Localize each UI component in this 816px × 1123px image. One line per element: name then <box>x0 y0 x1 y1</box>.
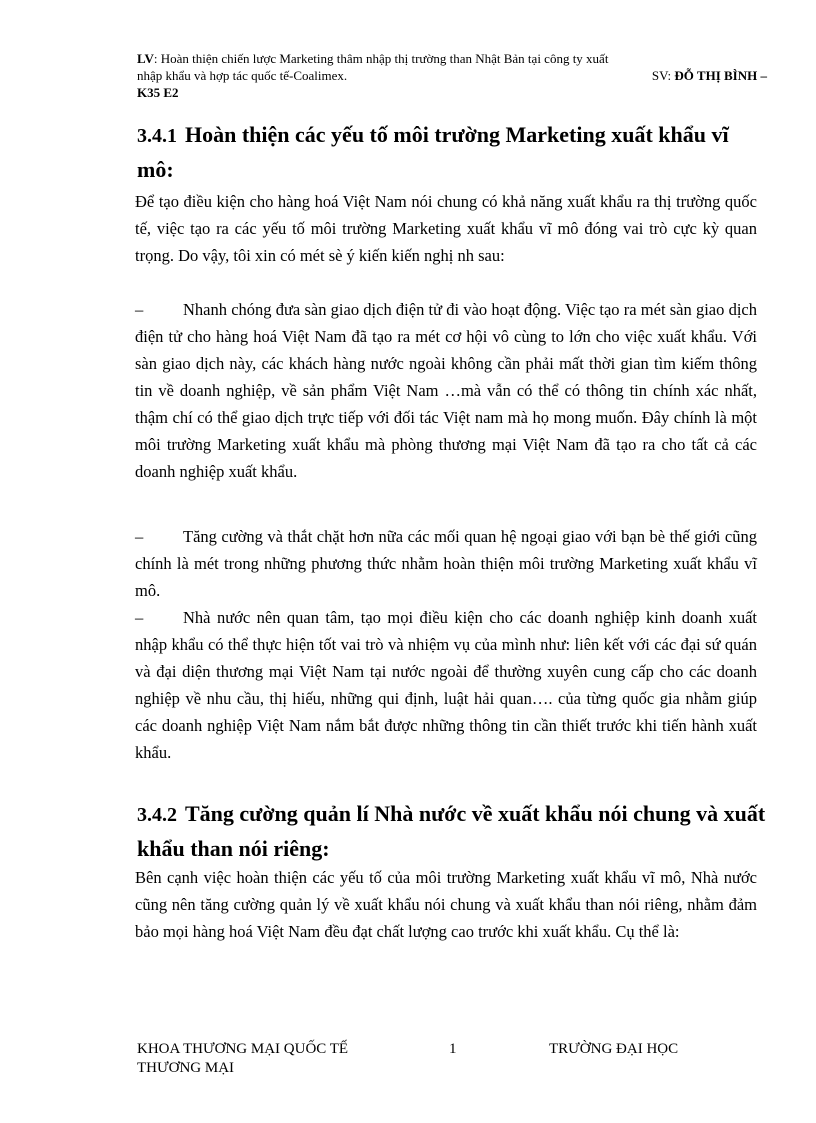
footer-right: TRƯỜNG ĐẠI HỌC <box>549 1041 679 1057</box>
bullet-paragraph <box>135 523 757 604</box>
bullet-paragraph <box>135 604 757 766</box>
section-number: 3.4.1 <box>137 125 177 147</box>
header-lv: LV <box>137 51 154 66</box>
paragraph-section-2: Bên cạnh việc hoàn thiện các yếu tố của môi trường Marketing xuất khẩu vĩ mô, Nhà nước cũng nên tăng cường quản lý về xuất khẩu nói chung và xuất khẩu than nói riêng, nhằm đảm bảo mọi hàng hoá Việt Nam đều đạt chất lượng cao trước khi xuất khẩu. Cụ thể là: <box>135 868 757 941</box>
bullet-text: Tăng cường và thắt chặt hơn nữa các mối quan hệ ngoại giao với bạn bè thế giới cũng chính là mét trong những phương thức nhằm hoàn thiện môi trường Marketing xuất khẩu vĩ mô. <box>135 527 757 600</box>
paragraph-intro: Để tạo điều kiện cho hàng hoá Việt Nam nói chung có khả năng xuất khẩu ra thị trường quốc tế, việc tạo ra các yếu tố môi trường Marketing xuất khẩu vĩ mô đóng vai trò cực kỳ quan trọng. Do vậy, tôi xin có mét sè ý kiến kiến nghị nh sau: <box>135 192 757 265</box>
bullet-dash: – <box>135 527 144 546</box>
bullet-text: Nhanh chóng đưa sàn giao dịch điện tử đi vào hoạt động. Việc tạo ra mét sàn giao dịch điện tử cho hàng hoá Việt Nam đã tạo ra mét cơ hội vô cùng to lớn cho việc xuất khẩu. Với sàn giao dịch này, các khách hàng nước ngoài không cần phải mất thời gian tìm kiếm thông tin về doanh nghiệp, về sản phẩm Việt Nam …mà vẫn có thể có thông tin chính xác nhất, thậm chí có thể giao dịch trực tiếp với đối tác Việt nam mà họ mong muốn. Đây chính là một môi trường Marketing xuất khẩu mà phòng thương mại Việt Nam đã tạo ra cho tất cả các doanh nghiệp xuất khẩu. <box>135 300 757 481</box>
bullet-paragraph <box>135 296 757 485</box>
header-sv-name: ĐỖ THỊ BÌNH – <box>674 68 767 83</box>
section-heading-3-4-2 <box>137 797 767 865</box>
bullet-text: Nhà nước nên quan tâm, tạo mọi điều kiện cho các doanh nghiệp kinh doanh xuất nhập khẩu có thể thực hiện tốt vai trò và nhiệm vụ của mình như: liên kết với các đại sứ quán và đại diện thương mại Việt Nam tại nước ngoài để thường xuyên cung cấp cho các doanh nghiệp về nhu cầu, thị hiếu, những qui định, luật hải quan…. của từng quốc gia nhằm giúp các doanh nghiệp Việt Nam nắm bắt được những thông tin cần thiết trước khi tiến hành xuất khẩu. <box>135 608 757 762</box>
section-heading-3-4-1 <box>137 118 767 186</box>
header-line-1 <box>137 50 767 67</box>
section-number: 3.4.2 <box>137 804 177 826</box>
header-class: K35 E2 <box>137 85 179 100</box>
header-title-line1: : Hoàn thiện chiến lược Marketing thâm nhập thị trường than Nhật Bản tại công ty xuất <box>153 51 609 66</box>
header-sv-label: SV: <box>651 68 672 83</box>
header-student <box>652 67 767 84</box>
page-number: 1 <box>449 1041 457 1057</box>
section-title: Hoàn thiện các yếu tố môi trường Marketing xuất khẩu vĩ mô: <box>137 122 729 182</box>
header-title-line2: nhập khẩu và hợp tác quốc tế-Coalimex. <box>137 68 348 83</box>
bullet-dash: – <box>135 608 144 627</box>
section-title: Tăng cường quản lí Nhà nước về xuất khẩu nói chung và xuất khẩu than nói riêng: <box>137 801 766 861</box>
bullet-dash: – <box>135 300 144 319</box>
footer-left: KHOA THƯƠNG MẠI QUỐC TẾ THƯƠNG MẠI <box>137 1041 349 1076</box>
page-header <box>137 50 767 101</box>
header-line-2 <box>137 67 767 84</box>
